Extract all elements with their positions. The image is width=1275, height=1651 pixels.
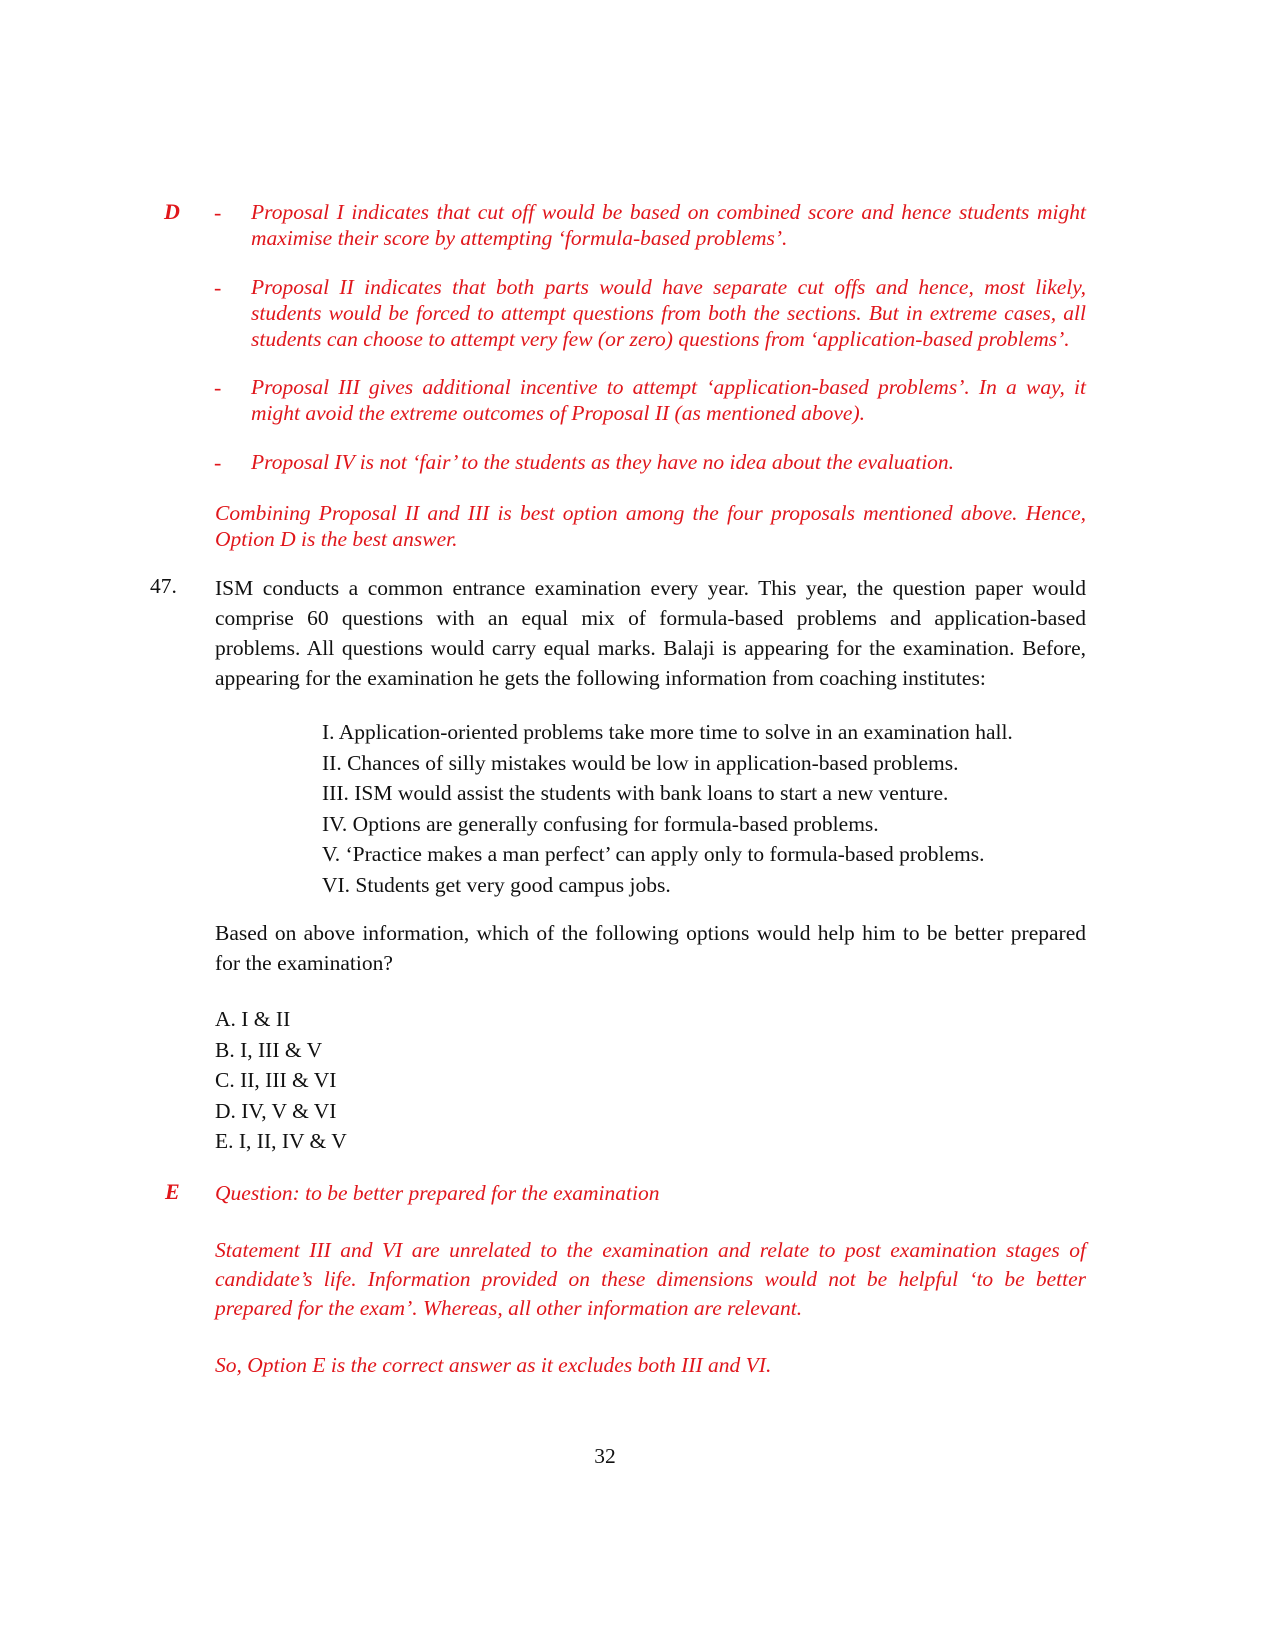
option-list bbox=[215, 1004, 347, 1157]
answer-question-line: Question: to be better prepared for the examination bbox=[215, 1181, 660, 1205]
answer-bullet-1: Proposal I indicates that cut off would be based on combined score and hence students might maximise their score by attempting ‘formula-based problems’. bbox=[251, 200, 1086, 250]
option-d: D. IV, V & VI bbox=[215, 1098, 337, 1123]
bullet-dash-2: - bbox=[214, 275, 222, 300]
answer-bullet-2: Proposal II indicates that both parts would have separate cut offs and hence, most likely, students would be forced to attempt questions from both the sections. But in extreme cases, all students can choose to attempt very few (or zero) questions from ‘application-based problems’. bbox=[251, 275, 1086, 351]
question-prompt: Based on above information, which of the following options would help him to be better prepared for the examination? bbox=[215, 921, 1086, 975]
answer-letter-d: D bbox=[164, 199, 180, 224]
option-b: B. I, III & V bbox=[215, 1037, 323, 1062]
page-number: 32 bbox=[594, 1444, 616, 1468]
answer-bullet-3: Proposal III gives additional incentive to attempt ‘application-based problems’. In a way, it might avoid the extreme outcomes of Proposal II (as mentioned above). bbox=[251, 375, 1086, 425]
answer-bullet-4: Proposal IV is not ‘fair’ to the students as they have no idea about the evaluation. bbox=[251, 450, 955, 474]
statement-item: I. Application-oriented problems take more time to solve in an examination hall. bbox=[322, 720, 1013, 744]
answer-conclusion-d: Combining Proposal II and III is best option among the four proposals mentioned above. Hence, Option D is the best answer. bbox=[215, 501, 1086, 551]
statement-item: II. Chances of silly mistakes would be low in application-based problems. bbox=[322, 750, 959, 775]
question-number: 47. bbox=[150, 574, 177, 598]
option-c: C. II, III & VI bbox=[215, 1068, 337, 1092]
question-stem: ISM conducts a common entrance examination every year. This year, the question paper would comprise 60 questions with an equal mix of formula-based problems and application-based problems. All questions would carry equal marks. Balaji is appearing for the examination. Before, appearing for the examination he gets the following information from coaching institutes: bbox=[215, 576, 1086, 690]
option-a: A. I & II bbox=[215, 1007, 291, 1031]
statement-item: IV. Options are generally confusing for formula-based problems. bbox=[322, 811, 879, 836]
option-e: E. I, II, IV & V bbox=[215, 1129, 347, 1153]
statement-item: VI. Students get very good campus jobs. bbox=[322, 872, 671, 897]
statement-item: V. ‘Practice makes a man perfect’ can apply only to formula-based problems. bbox=[322, 842, 985, 866]
answer-explanation: Statement III and VI are unrelated to the examination and relate to post examination stages of candidate’s life. Information provided on these dimensions would not be helpful ‘to be better prepared for the exam’. Whereas, all other information are relevant. bbox=[215, 1238, 1086, 1320]
bullet-dash-3: - bbox=[214, 375, 222, 400]
bullet-dash-1: - bbox=[214, 200, 222, 225]
bullet-dash-4: - bbox=[214, 450, 222, 475]
answer-conclusion-e: So, Option E is the correct answer as it excludes both III and VI. bbox=[215, 1353, 772, 1377]
statement-item: III. ISM would assist the students with bank loans to start a new venture. bbox=[322, 781, 949, 805]
answer-letter-e: E bbox=[165, 1179, 180, 1204]
statement-list bbox=[322, 717, 1013, 900]
